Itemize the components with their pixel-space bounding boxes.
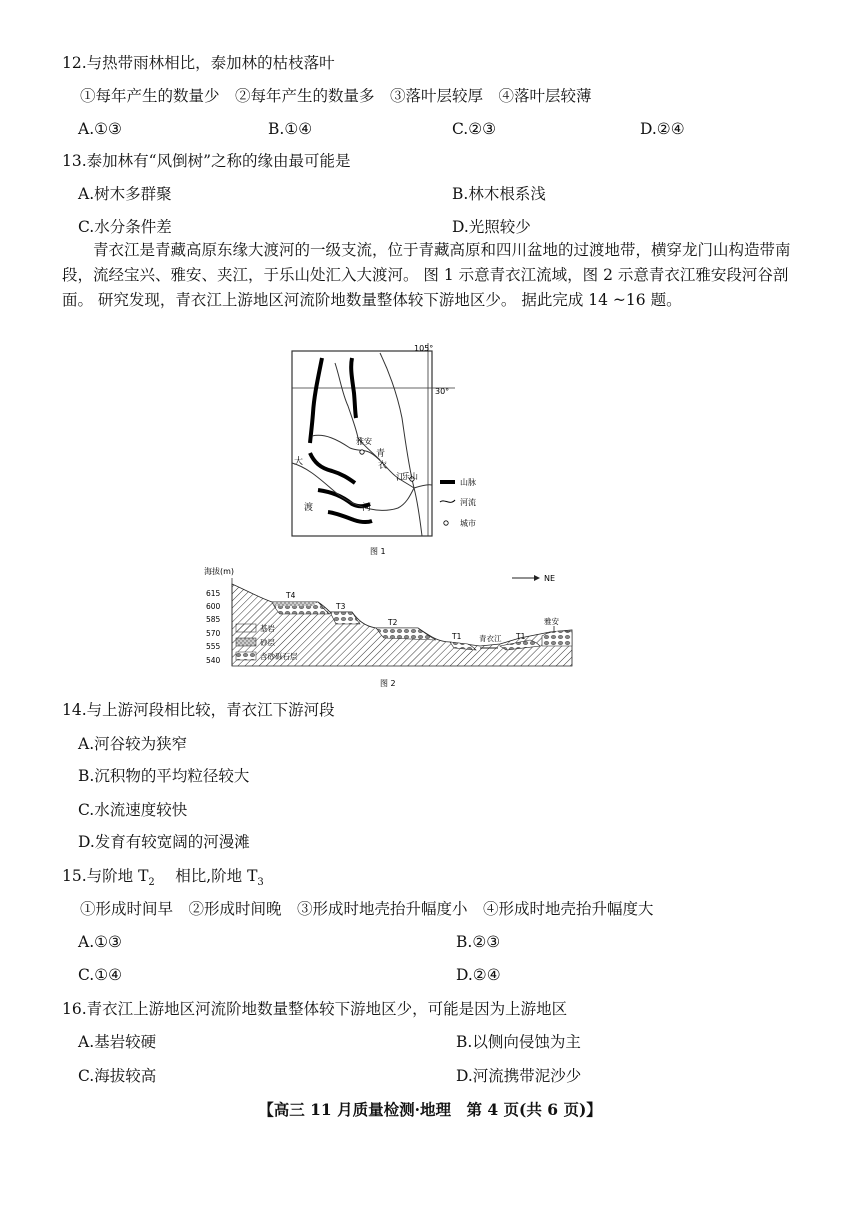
figure-1-map (280, 338, 490, 568)
city-label-yaan-profile: 雅安 (544, 617, 559, 626)
q16-option-d[interactable]: D.河流携带泥沙少 (456, 1067, 582, 1085)
q16-option-a[interactable]: A.基岩较硬 (78, 1033, 157, 1051)
reading-passage: 青衣江是青藏高原东缘大渡河的一级支流，位于青藏高原和四川盆地的过渡地带，横穿龙门山构造带南段，流经宝兴、雅安、夹江，于乐山处汇入大渡河。 图 1 示意青衣江流域，图 2 示意青衣江雅安段河谷剖面。 研究发现，青衣江上游地区河流阶地数量整体较下游地区少。 据此完成 14 ~16 题。 (62, 241, 791, 309)
dadu-char-2: 渡 (304, 503, 314, 513)
q12-option-d[interactable]: D.②④ (640, 120, 685, 138)
y-tick-585: 585 (206, 615, 221, 624)
q13-option-b[interactable]: B.林木根系浅 (452, 185, 546, 203)
q15-items: ①形成时间早 ②形成时间晚 ③形成时地壳抬升幅度小 ④形成时地壳抬升幅度大 (80, 900, 654, 918)
river-label: 青衣江 (479, 634, 502, 643)
q12-option-c[interactable]: C.②③ (452, 120, 497, 138)
legend-gravel: 含砂砾石层 (260, 652, 298, 661)
q15-stem: 15.与阶地 $T_2$ 相比,阶地 $T_3$ (62, 867, 264, 889)
legend-city: 城市 (460, 519, 476, 528)
q12-option-a[interactable]: A.①③ (78, 120, 122, 138)
legend-sand: 砂层 (260, 638, 275, 647)
q14-option-b[interactable]: B.沉积物的平均粒径较大 (78, 767, 250, 785)
q15-option-a[interactable]: A.①③ (78, 933, 122, 951)
y-axis-label: 海拔(m) (204, 567, 235, 576)
q12-stem: 12.与热带雨林相比，泰加林的枯枝落叶 (62, 54, 335, 72)
river-char-1: 青 (376, 449, 386, 459)
y-tick-600: 600 (206, 602, 221, 611)
q14-option-a[interactable]: A.河谷较为狭窄 (78, 735, 188, 753)
q13-option-a[interactable]: A.树木多群聚 (78, 185, 172, 203)
q13-option-d[interactable]: D.光照较少 (452, 218, 531, 236)
legend-mountain: 山脉 (460, 478, 476, 487)
terrace-label-t1-right: T1 (516, 632, 526, 641)
q14-option-c[interactable]: C.水流速度较快 (78, 801, 188, 819)
terrace-label-t2: T2 (388, 618, 398, 627)
figure-1-caption: 图 1 (370, 547, 386, 556)
longitude-label: 105° (414, 344, 434, 353)
q13-option-c[interactable]: C.水分条件差 (78, 218, 172, 236)
city-label-yaan: 雅安 (356, 437, 372, 446)
terrace-label-t3: T3 (336, 602, 346, 611)
q15-option-c[interactable]: C.①④ (78, 966, 123, 984)
terrace-label-t1-left: T1 (452, 632, 462, 641)
q13-stem: 13.泰加林有“风倒树”之称的缘由最可能是 (62, 152, 351, 170)
y-tick-540: 540 (206, 656, 221, 665)
river-char-2: 衣 (378, 461, 388, 471)
yaan-city-marker (360, 450, 364, 454)
city-label-leshan: 乐山 (402, 472, 418, 481)
q14-stem: 14.与上游河段相比较，青衣江下游河段 (62, 701, 335, 719)
direction-label: NE (544, 574, 556, 583)
y-tick-555: 555 (206, 642, 221, 651)
terrace-label-t4: T4 (286, 591, 296, 600)
q15-option-b[interactable]: B.②③ (456, 933, 501, 951)
q16-stem: 16.青衣江上游地区河流阶地数量整体较下游地区少，可能是因为上游地区 (62, 1000, 568, 1018)
q12-items: ①每年产生的数量少 ②每年产生的数量多 ③落叶层较厚 ④落叶层较薄 (80, 87, 592, 105)
q12-option-b[interactable]: B.①④ (268, 120, 313, 138)
dadu-char-1: 大 (294, 457, 304, 467)
river-char-3: 江 (396, 473, 406, 483)
y-tick-615: 615 (206, 589, 221, 598)
q16-option-b[interactable]: B.以侧向侵蚀为主 (456, 1033, 581, 1051)
figure-2-caption: 图 2 (380, 679, 396, 688)
dadu-char-3: 河 (362, 503, 372, 513)
legend-river: 河流 (460, 498, 476, 507)
q14-option-d[interactable]: D.发育有较宽阔的河漫滩 (78, 833, 250, 851)
q15-option-d[interactable]: D.②④ (456, 966, 501, 984)
y-tick-570: 570 (206, 629, 221, 638)
q16-option-c[interactable]: C.海拔较高 (78, 1067, 157, 1085)
legend-bedrock: 基岩 (260, 624, 275, 633)
figure-2-profile (200, 562, 580, 692)
page-footer: 【高三 11 月质量检测·地理 第 4 页(共 6 页)】 (258, 1100, 602, 1119)
latitude-label: 30° (435, 387, 450, 396)
